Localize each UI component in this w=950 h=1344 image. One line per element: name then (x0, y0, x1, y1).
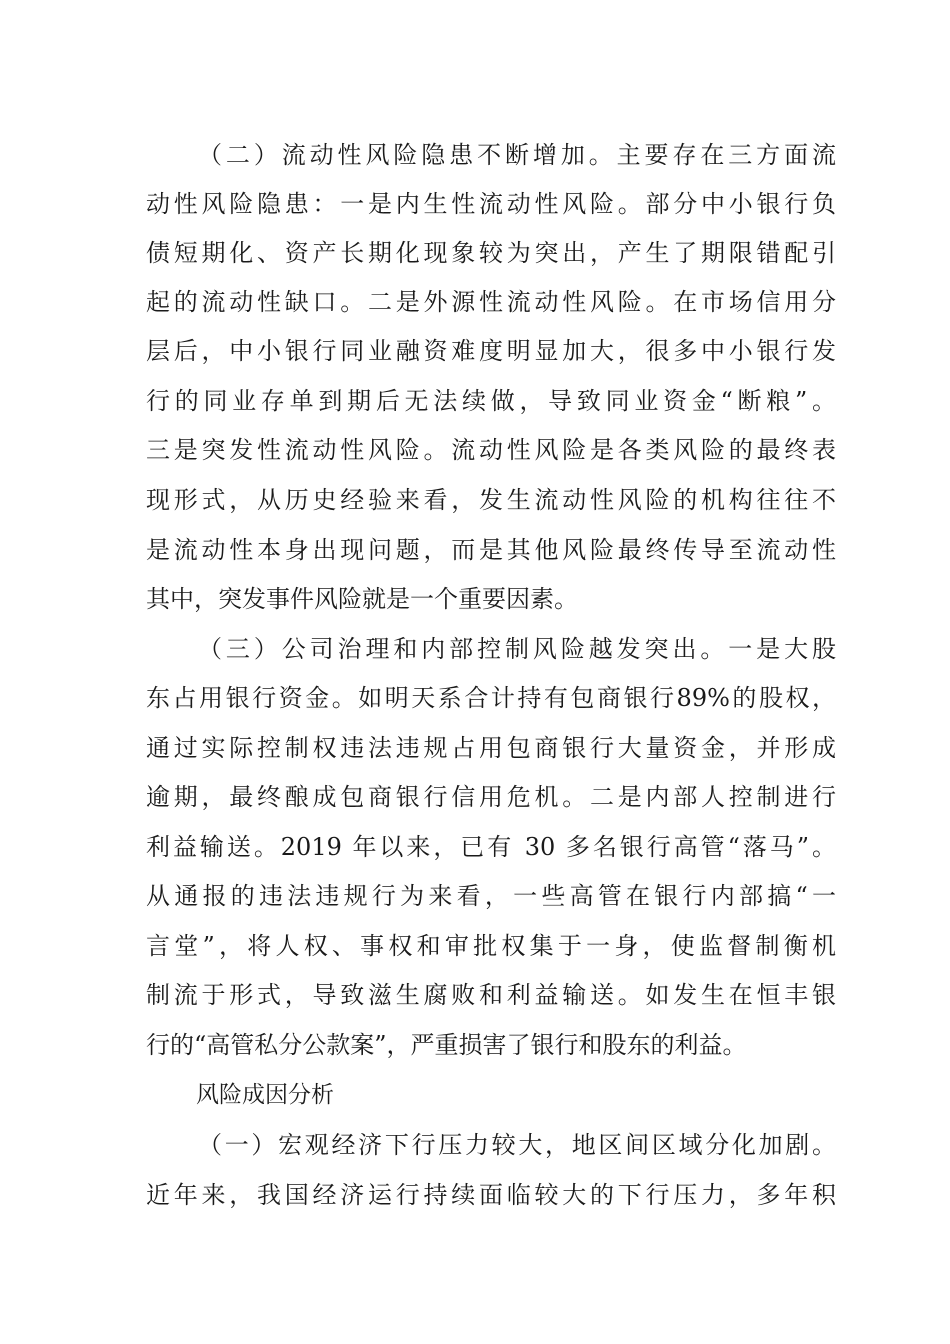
paragraph-line: 三是突发性流动性风险。流动性风险是各类风险的最终表 (146, 436, 836, 464)
paragraph-line: （三）公司治理和内部控制风险越发突出。一是大股 (198, 635, 836, 663)
paragraph-line: 通过实际控制权违法违规占用包商银行大量资金，并形成 (146, 734, 836, 762)
paragraph-line: 制流于形式，导致滋生腐败和利益输送。如发生在恒丰银 (146, 981, 836, 1009)
paragraph-line: 东占用银行资金。如明天系合计持有包商银行89%的股权， (146, 684, 836, 712)
paragraph-line: 逾期，最终酿成包商银行信用危机。二是内部人控制进行 (146, 783, 836, 811)
paragraph-line: 其中，突发事件风险就是一个重要因素。 (146, 585, 578, 613)
paragraph-line: 从通报的违法违规行为来看，一些高管在银行内部搞“一 (146, 882, 836, 910)
paragraph-line: 层后，中小银行同业融资难度明显加大，很多中小银行发 (146, 337, 836, 365)
section-heading: 风险成因分析 (196, 1082, 334, 1108)
paragraph-line: 起的流动性缺口。二是外源性流动性风险。在市场信用分 (146, 288, 836, 316)
paragraph-line: 动性风险隐患：一是内生性流动性风险。部分中小银行负 (146, 190, 836, 218)
paragraph-line: 近年来，我国经济运行持续面临较大的下行压力，多年积 (146, 1181, 836, 1209)
paragraph-line: 债短期化、资产长期化现象较为突出，产生了期限错配引 (146, 239, 836, 267)
paragraph-line: 行的“高管私分公款案”，严重损害了银行和股东的利益。 (146, 1031, 747, 1059)
paragraph-line: 利益输送。2019 年以来，已有 30 多名银行高管“落马”。 (146, 833, 836, 861)
paragraph-line: 言堂”，将人权、事权和审批权集于一身，使监督制衡机 (146, 932, 836, 960)
paragraph-line: （二）流动性风险隐患不断增加。主要存在三方面流 (198, 141, 836, 169)
paragraph-line: 行的同业存单到期后无法续做，导致同业资金“断粮”。 (146, 387, 836, 415)
paragraph-line: （一）宏观经济下行压力较大，地区间区域分化加剧。 (198, 1131, 836, 1159)
paragraph-line: 现形式，从历史经验来看，发生流动性风险的机构往往不 (146, 486, 836, 514)
paragraph-line: 是流动性本身出现问题，而是其他风险最终传导至流动性 (146, 536, 836, 564)
